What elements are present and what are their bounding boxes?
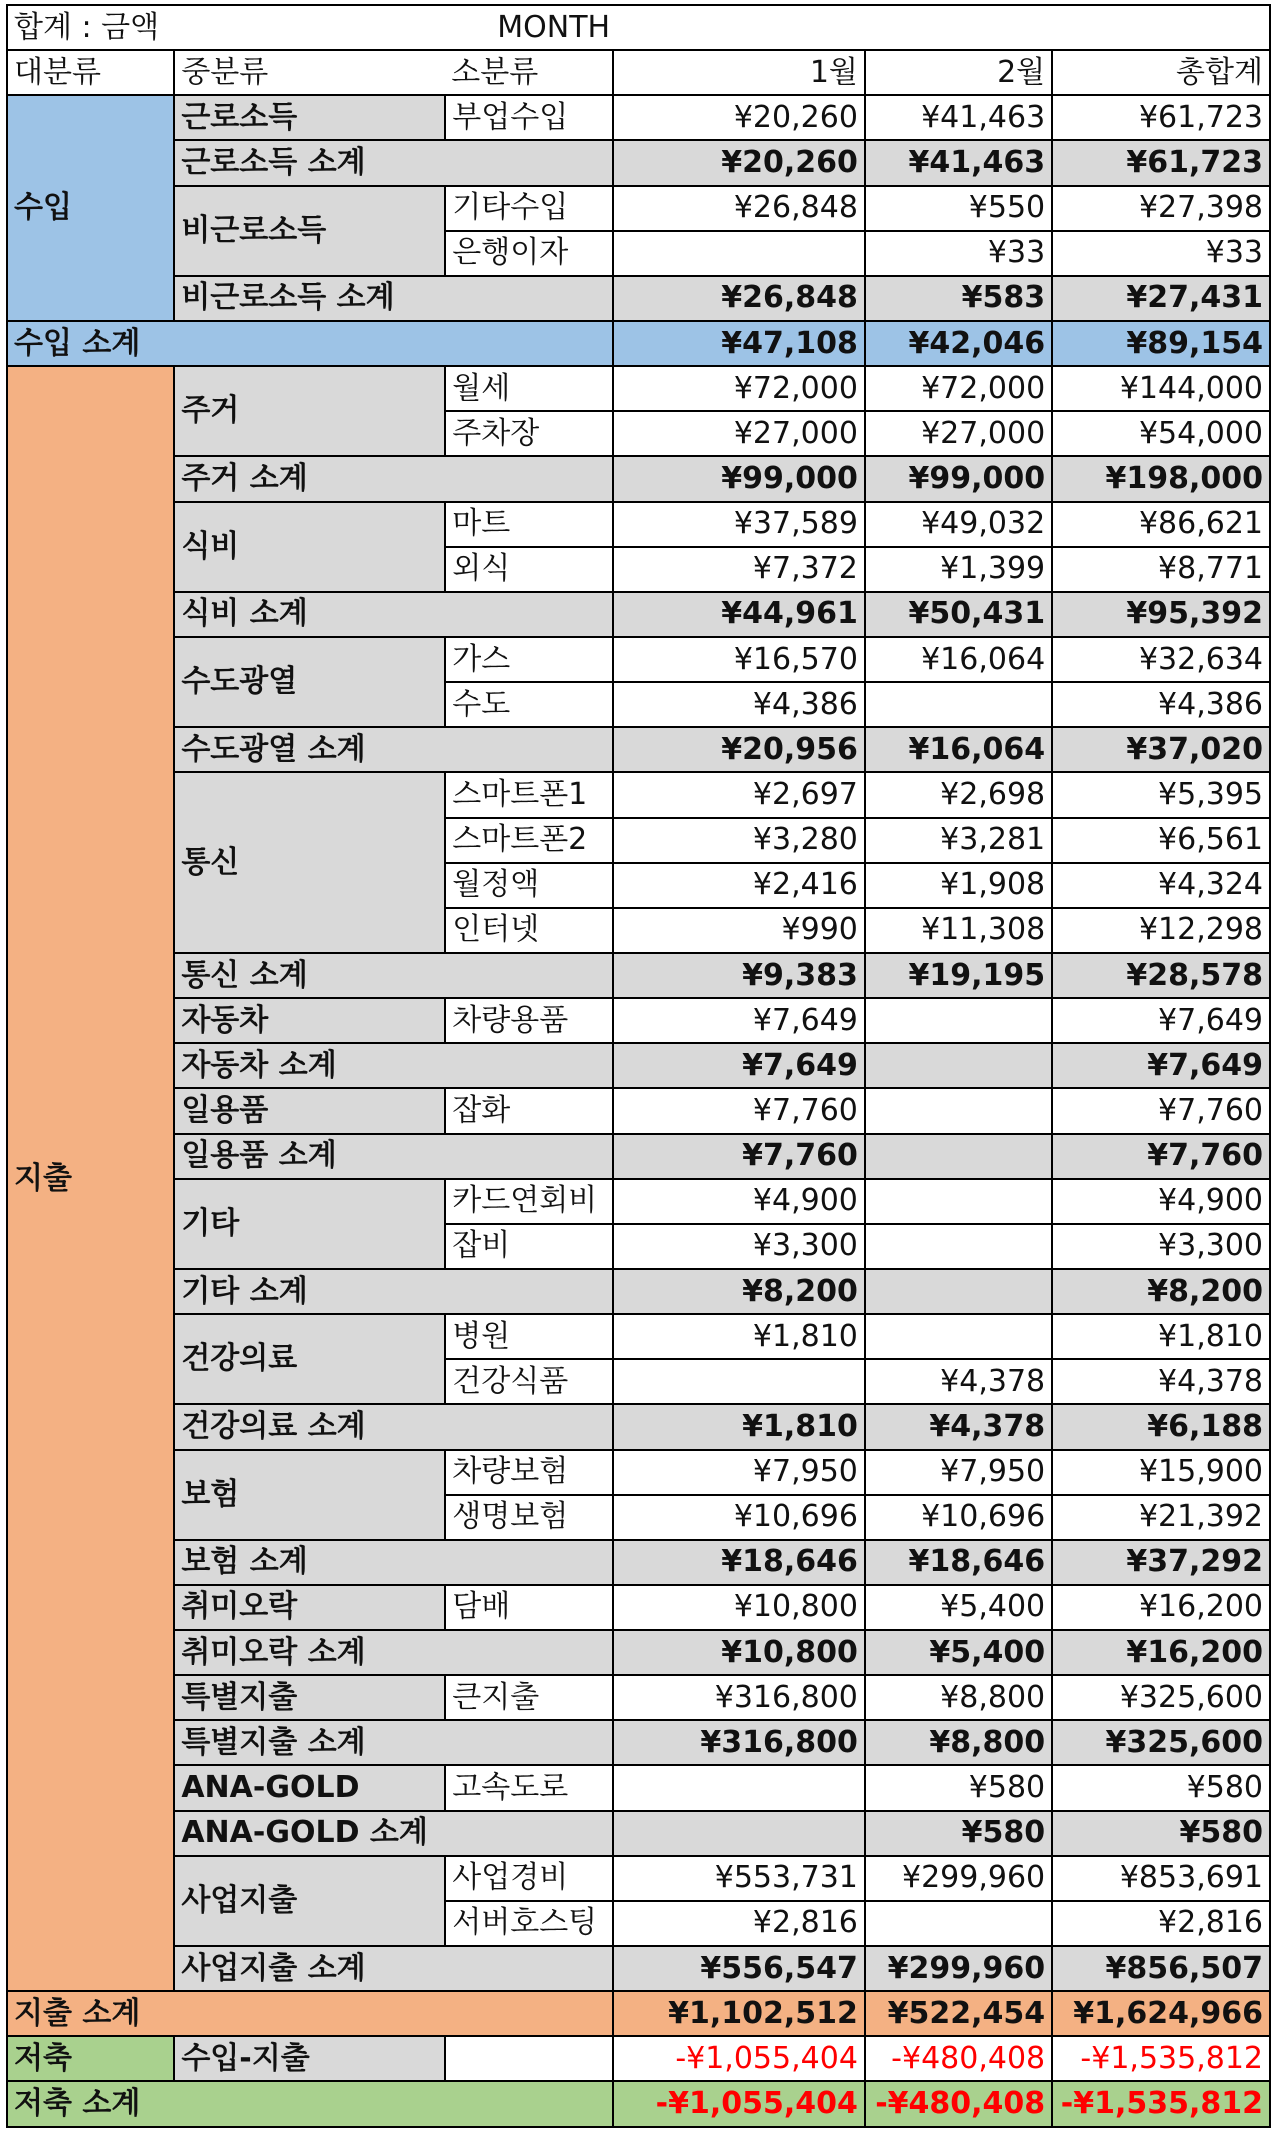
value-month-1[interactable]: ¥7,649	[613, 998, 865, 1043]
value-total[interactable]: ¥33	[1052, 231, 1270, 276]
category-expense[interactable]: 지출	[7, 366, 174, 1991]
value-month-1[interactable]: ¥556,547	[613, 1946, 865, 1991]
subtotal-row	[7, 1134, 1270, 1179]
value-month-2[interactable]: ¥580	[865, 1811, 1052, 1856]
value-month-1[interactable]: ¥1,810	[613, 1404, 865, 1449]
value-month-2[interactable]: ¥1,399	[865, 547, 1052, 592]
value-total[interactable]: ¥27,431	[1052, 276, 1270, 321]
value-month-2[interactable]: ¥18,646	[865, 1540, 1052, 1585]
value-month-2[interactable]: ¥4,378	[865, 1404, 1052, 1449]
savings-row	[7, 2036, 1270, 2081]
value-month-1[interactable]: ¥2,816	[613, 1901, 865, 1946]
value-total[interactable]: ¥3,300	[1052, 1224, 1270, 1269]
subtotal-label[interactable]: 통신 소계	[174, 953, 612, 998]
value-total[interactable]: ¥89,154	[1052, 321, 1270, 366]
group-name[interactable]: 식비	[174, 502, 445, 592]
value-month-1[interactable]: ¥4,386	[613, 682, 865, 727]
value-total[interactable]: ¥7,760	[1052, 1134, 1270, 1179]
value-total[interactable]: ¥4,900	[1052, 1179, 1270, 1224]
subtotal-label[interactable]: 근로소득 소계	[174, 140, 612, 185]
subtotal-label[interactable]: ANA-GOLD 소계	[174, 1811, 612, 1856]
value-month-1[interactable]: ¥72,000	[613, 366, 865, 411]
value-month-1[interactable]	[613, 1359, 865, 1404]
value-month-1[interactable]: ¥2,697	[613, 772, 865, 817]
header-total[interactable]: 총합계	[1052, 50, 1270, 95]
header-month-1[interactable]: 1월	[613, 50, 865, 95]
value-month-2[interactable]: ¥16,064	[865, 637, 1052, 682]
value-total[interactable]: ¥325,600	[1052, 1720, 1270, 1765]
item-name[interactable]: 스마트폰2	[445, 818, 612, 863]
group-name[interactable]: 주거	[174, 366, 445, 456]
subtotal-label[interactable]: 지출 소계	[7, 1991, 613, 2036]
value-total[interactable]: ¥4,386	[1052, 682, 1270, 727]
expense-row	[7, 1765, 1270, 1810]
value-total[interactable]: ¥61,723	[1052, 95, 1270, 140]
value-month-2[interactable]: ¥4,378	[865, 1359, 1052, 1404]
subtotal-row	[7, 1404, 1270, 1449]
value-month-1[interactable]: ¥990	[613, 908, 865, 953]
value-month-2[interactable]	[865, 1088, 1052, 1133]
value-month-1[interactable]: ¥18,646	[613, 1540, 865, 1585]
item-name[interactable]: 생명보험	[445, 1495, 612, 1540]
item-name[interactable]: 건강식품	[445, 1359, 612, 1404]
expense-row	[7, 1314, 1270, 1359]
subtotal-row	[7, 592, 1270, 637]
value-month-2[interactable]: ¥580	[865, 1765, 1052, 1810]
expense-row	[7, 1856, 1270, 1901]
value-month-2[interactable]: ¥1,908	[865, 863, 1052, 908]
value-month-1[interactable]: ¥316,800	[613, 1720, 865, 1765]
value-total[interactable]: ¥2,816	[1052, 1901, 1270, 1946]
value-month-2[interactable]	[865, 1224, 1052, 1269]
value-total[interactable]: ¥54,000	[1052, 411, 1270, 456]
value-month-2[interactable]	[865, 1179, 1052, 1224]
value-month-1[interactable]: ¥7,760	[613, 1134, 865, 1179]
group-name[interactable]: 취미오락	[174, 1585, 445, 1630]
value-month-2[interactable]: -¥480,408	[865, 2036, 1052, 2081]
group-name[interactable]: 수도광열	[174, 637, 445, 727]
subtotal-row	[7, 1811, 1270, 1856]
expense-row	[7, 366, 1270, 411]
value-total[interactable]: ¥7,649	[1052, 1043, 1270, 1088]
item-name[interactable]: 잡비	[445, 1224, 612, 1269]
subtotal-row	[7, 727, 1270, 772]
value-total[interactable]: ¥32,634	[1052, 637, 1270, 682]
group-name[interactable]: 특별지출	[174, 1675, 445, 1720]
value-month-1[interactable]: ¥10,696	[613, 1495, 865, 1540]
expense-row	[7, 502, 1270, 547]
value-month-2[interactable]: ¥299,960	[865, 1856, 1052, 1901]
value-month-1[interactable]	[613, 1765, 865, 1810]
item-name[interactable]	[445, 2036, 612, 2081]
value-total[interactable]: ¥853,691	[1052, 1856, 1270, 1901]
value-month-2[interactable]: ¥522,454	[865, 1991, 1052, 2036]
value-month-1[interactable]: ¥20,956	[613, 727, 865, 772]
item-name[interactable]: 사업경비	[445, 1856, 612, 1901]
value-total[interactable]: ¥8,200	[1052, 1269, 1270, 1314]
value-total[interactable]: ¥325,600	[1052, 1675, 1270, 1720]
value-month-1[interactable]: ¥1,102,512	[613, 1991, 865, 2036]
value-total[interactable]: ¥28,578	[1052, 953, 1270, 998]
expense-row	[7, 998, 1270, 1043]
value-month-2[interactable]: ¥33	[865, 231, 1052, 276]
value-month-1[interactable]: ¥10,800	[613, 1630, 865, 1675]
group-name[interactable]: 수입-지출	[174, 2036, 445, 2081]
value-month-1[interactable]: ¥7,760	[613, 1088, 865, 1133]
value-month-2[interactable]	[865, 1134, 1052, 1179]
value-month-1[interactable]: -¥1,055,404	[613, 2036, 865, 2081]
savings-subtotal-row	[7, 2081, 1270, 2127]
value-month-2[interactable]: ¥5,400	[865, 1585, 1052, 1630]
subtotal-label[interactable]: 비근로소득 소계	[174, 276, 612, 321]
value-month-1[interactable]: ¥10,800	[613, 1585, 865, 1630]
value-total[interactable]: ¥580	[1052, 1811, 1270, 1856]
item-name[interactable]: 마트	[445, 502, 612, 547]
value-month-2[interactable]: ¥10,696	[865, 1495, 1052, 1540]
value-total[interactable]: ¥37,020	[1052, 727, 1270, 772]
subtotal-label[interactable]: 수도광열 소계	[174, 727, 612, 772]
value-month-1[interactable]: ¥7,649	[613, 1043, 865, 1088]
value-month-1[interactable]: ¥9,383	[613, 953, 865, 998]
income-row	[7, 95, 1270, 140]
category-income[interactable]: 수입	[7, 95, 174, 321]
value-total[interactable]: ¥6,188	[1052, 1404, 1270, 1449]
value-month-2[interactable]: ¥72,000	[865, 366, 1052, 411]
group-name[interactable]: 일용품	[174, 1088, 445, 1133]
value-total[interactable]: ¥16,200	[1052, 1585, 1270, 1630]
value-month-2[interactable]: ¥19,195	[865, 953, 1052, 998]
item-name[interactable]: 큰지출	[445, 1675, 612, 1720]
value-month-2[interactable]	[865, 682, 1052, 727]
value-month-1[interactable]: ¥20,260	[613, 140, 865, 185]
subtotal-label[interactable]: 보험 소계	[174, 1540, 612, 1585]
subtotal-row	[7, 456, 1270, 501]
value-month-2[interactable]: ¥50,431	[865, 592, 1052, 637]
value-total[interactable]: ¥6,561	[1052, 818, 1270, 863]
expense-row	[7, 1585, 1270, 1630]
header-month-2[interactable]: 2월	[865, 50, 1052, 95]
value-month-1[interactable]: ¥2,416	[613, 863, 865, 908]
value-month-2[interactable]	[865, 1314, 1052, 1359]
value-total[interactable]: ¥4,378	[1052, 1359, 1270, 1404]
group-name[interactable]: 비근로소득	[174, 186, 445, 276]
subtotal-label[interactable]: 수입 소계	[7, 321, 613, 366]
item-name[interactable]: 스마트폰1	[445, 772, 612, 817]
value-month-1[interactable]: ¥3,280	[613, 818, 865, 863]
item-name[interactable]: 담배	[445, 1585, 612, 1630]
value-month-1[interactable]: ¥553,731	[613, 1856, 865, 1901]
value-month-2[interactable]: ¥3,281	[865, 818, 1052, 863]
value-total[interactable]: -¥1,535,812	[1052, 2036, 1270, 2081]
item-name[interactable]: 수도	[445, 682, 612, 727]
item-name[interactable]: 카드연회비	[445, 1179, 612, 1224]
group-name[interactable]: 사업지출	[174, 1856, 445, 1946]
item-name[interactable]: 월정액	[445, 863, 612, 908]
subtotal-row	[7, 953, 1270, 998]
value-month-2[interactable]	[865, 998, 1052, 1043]
value-month-1[interactable]: ¥26,848	[613, 276, 865, 321]
header-minor[interactable]: 소분류	[445, 50, 612, 95]
group-name[interactable]: 근로소득	[174, 95, 445, 140]
subtotal-row	[7, 1720, 1270, 1765]
column-field-month[interactable]	[445, 5, 1270, 50]
value-month-1[interactable]: ¥99,000	[613, 456, 865, 501]
expense-row	[7, 1450, 1270, 1495]
value-total[interactable]: ¥27,398	[1052, 186, 1270, 231]
subtotal-label[interactable]: 주거 소계	[174, 456, 612, 501]
summary-row	[7, 5, 1270, 50]
item-name[interactable]: 기타수입	[445, 186, 612, 231]
value-total[interactable]: ¥7,649	[1052, 998, 1270, 1043]
item-name[interactable]: 서버호스팅	[445, 1901, 612, 1946]
item-name[interactable]: 주차장	[445, 411, 612, 456]
value-total[interactable]: -¥1,535,812	[1052, 2081, 1270, 2127]
value-month-2[interactable]: ¥16,064	[865, 727, 1052, 772]
item-name[interactable]: 외식	[445, 547, 612, 592]
item-name[interactable]: 병원	[445, 1314, 612, 1359]
value-month-2[interactable]: ¥41,463	[865, 95, 1052, 140]
value-total[interactable]: ¥4,324	[1052, 863, 1270, 908]
expense-subtotal-row	[7, 1991, 1270, 2036]
subtotal-label[interactable]: 사업지출 소계	[174, 1946, 612, 1991]
value-total[interactable]: ¥144,000	[1052, 366, 1270, 411]
value-month-2[interactable]: ¥41,463	[865, 140, 1052, 185]
value-month-1[interactable]	[613, 231, 865, 276]
category-savings[interactable]: 저축	[7, 2036, 174, 2081]
value-month-2[interactable]: ¥11,308	[865, 908, 1052, 953]
subtotal-label[interactable]: 기타 소계	[174, 1269, 612, 1314]
value-month-1[interactable]: ¥20,260	[613, 95, 865, 140]
group-name[interactable]: 보험	[174, 1450, 445, 1540]
value-month-1[interactable]	[613, 1811, 865, 1856]
subtotal-label[interactable]: 일용품 소계	[174, 1134, 612, 1179]
item-name[interactable]: 차량보험	[445, 1450, 612, 1495]
value-month-1[interactable]: ¥27,000	[613, 411, 865, 456]
expense-row	[7, 1088, 1270, 1133]
value-total[interactable]: ¥7,760	[1052, 1088, 1270, 1133]
item-name[interactable]: 가스	[445, 637, 612, 682]
item-name[interactable]: 은행이자	[445, 231, 612, 276]
value-month-2[interactable]: -¥480,408	[865, 2081, 1052, 2127]
subtotal-label[interactable]: 건강의료 소계	[174, 1404, 612, 1449]
value-month-2[interactable]: ¥99,000	[865, 456, 1052, 501]
value-month-2[interactable]: ¥7,950	[865, 1450, 1052, 1495]
header-major[interactable]: 대분류	[7, 50, 174, 95]
group-name[interactable]: 통신	[174, 772, 445, 953]
value-month-2[interactable]	[865, 1269, 1052, 1314]
subtotal-row	[7, 276, 1270, 321]
value-total[interactable]: ¥15,900	[1052, 1450, 1270, 1495]
value-total[interactable]: ¥21,392	[1052, 1495, 1270, 1540]
value-month-1[interactable]: ¥1,810	[613, 1314, 865, 1359]
value-month-2[interactable]: ¥49,032	[865, 502, 1052, 547]
group-name[interactable]: 기타	[174, 1179, 445, 1269]
subtotal-label[interactable]: 식비 소계	[174, 592, 612, 637]
value-month-2[interactable]	[865, 1043, 1052, 1088]
value-month-2[interactable]: ¥27,000	[865, 411, 1052, 456]
value-month-1[interactable]: ¥8,200	[613, 1269, 865, 1314]
value-total[interactable]: ¥580	[1052, 1765, 1270, 1810]
expense-row	[7, 1675, 1270, 1720]
expense-row	[7, 1179, 1270, 1224]
header-row	[7, 50, 1270, 95]
value-month-1[interactable]: ¥26,848	[613, 186, 865, 231]
income-subtotal-row	[7, 321, 1270, 366]
value-month-1[interactable]: ¥16,570	[613, 637, 865, 682]
value-total[interactable]: ¥198,000	[1052, 456, 1270, 501]
value-month-1[interactable]: ¥7,372	[613, 547, 865, 592]
value-month-1[interactable]: ¥47,108	[613, 321, 865, 366]
value-total[interactable]: ¥61,723	[1052, 140, 1270, 185]
subtotal-row	[7, 1043, 1270, 1088]
item-name[interactable]: 월세	[445, 366, 612, 411]
value-month-1[interactable]: -¥1,055,404	[613, 2081, 865, 2127]
value-month-2[interactable]: ¥8,800	[865, 1675, 1052, 1720]
value-total[interactable]: ¥1,624,966	[1052, 1991, 1270, 2036]
expense-row	[7, 637, 1270, 682]
value-month-2[interactable]: ¥550	[865, 186, 1052, 231]
summary-label[interactable]: 합계 : 금액	[7, 5, 445, 50]
subtotal-row	[7, 1540, 1270, 1585]
subtotal-row	[7, 1946, 1270, 1991]
value-total[interactable]: ¥37,292	[1052, 1540, 1270, 1585]
pivot-table	[6, 4, 1271, 2128]
expense-row	[7, 772, 1270, 817]
value-month-2[interactable]: ¥2,698	[865, 772, 1052, 817]
item-name[interactable]: 고속도로	[445, 1765, 612, 1810]
item-name[interactable]: 부업수입	[445, 95, 612, 140]
value-total[interactable]: ¥95,392	[1052, 592, 1270, 637]
value-month-1[interactable]: ¥316,800	[613, 1675, 865, 1720]
header-mid[interactable]: 중분류	[174, 50, 445, 95]
value-month-2[interactable]: ¥8,800	[865, 1720, 1052, 1765]
subtotal-label[interactable]: 취미오락 소계	[174, 1630, 612, 1675]
value-month-2[interactable]: ¥5,400	[865, 1630, 1052, 1675]
value-month-2[interactable]: ¥299,960	[865, 1946, 1052, 1991]
item-name[interactable]: 잡화	[445, 1088, 612, 1133]
item-name[interactable]: 차량용품	[445, 998, 612, 1043]
value-total[interactable]: ¥8,771	[1052, 547, 1270, 592]
value-month-1[interactable]: ¥37,589	[613, 502, 865, 547]
value-month-2[interactable]	[865, 1901, 1052, 1946]
group-name[interactable]: 자동차	[174, 998, 445, 1043]
value-total[interactable]: ¥1,810	[1052, 1314, 1270, 1359]
subtotal-label[interactable]: 자동차 소계	[174, 1043, 612, 1088]
group-name[interactable]: ANA-GOLD	[174, 1765, 445, 1810]
subtotal-row	[7, 140, 1270, 185]
group-name[interactable]: 건강의료	[174, 1314, 445, 1404]
value-month-2[interactable]: ¥42,046	[865, 321, 1052, 366]
value-total[interactable]: ¥12,298	[1052, 908, 1270, 953]
subtotal-label[interactable]: 저축 소계	[7, 2081, 613, 2127]
value-total[interactable]: ¥16,200	[1052, 1630, 1270, 1675]
value-month-1[interactable]: ¥3,300	[613, 1224, 865, 1269]
subtotal-row	[7, 1630, 1270, 1675]
income-row	[7, 186, 1270, 231]
value-month-2[interactable]: ¥583	[865, 276, 1052, 321]
column-field-label: MONTH	[497, 9, 611, 45]
value-month-1[interactable]: ¥7,950	[613, 1450, 865, 1495]
value-total[interactable]: ¥5,395	[1052, 772, 1270, 817]
subtotal-row	[7, 1269, 1270, 1314]
subtotal-label[interactable]: 특별지출 소계	[174, 1720, 612, 1765]
value-month-1[interactable]: ¥44,961	[613, 592, 865, 637]
item-name[interactable]: 인터넷	[445, 908, 612, 953]
value-total[interactable]: ¥856,507	[1052, 1946, 1270, 1991]
value-month-1[interactable]: ¥4,900	[613, 1179, 865, 1224]
value-total[interactable]: ¥86,621	[1052, 502, 1270, 547]
